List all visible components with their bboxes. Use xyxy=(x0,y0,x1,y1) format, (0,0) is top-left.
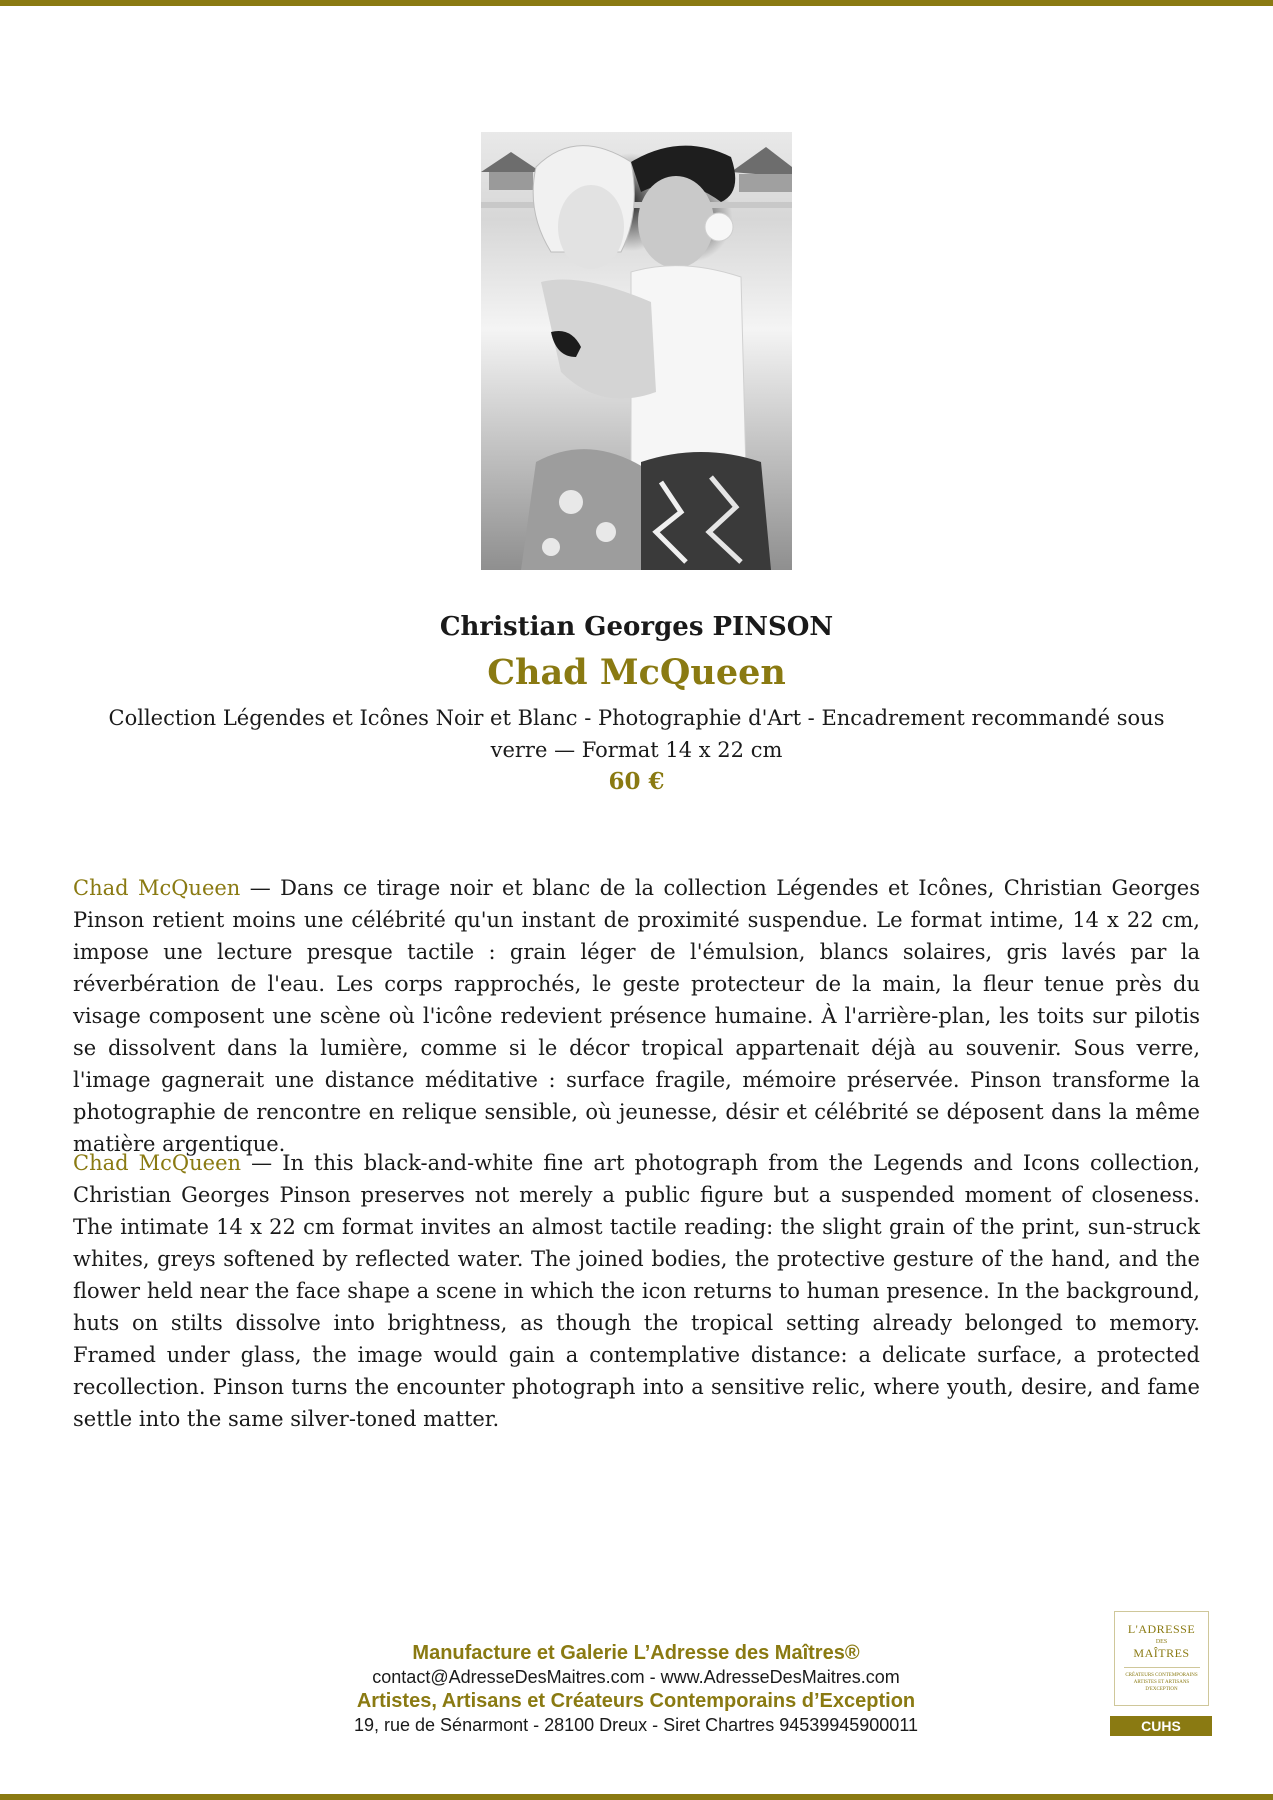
footer-tagline: Artistes, Artisans et Créateurs Contemporains d’Exception xyxy=(356,1690,916,1712)
artwork-price: 60 € xyxy=(608,768,665,795)
artwork-subtitle: Collection Légendes et Icônes Noir et Blanc - Photographie d'Art - Encadrement recommandé sous verre — Format 14 x 22 cm xyxy=(108,706,1165,762)
footer-contact: contact@AdresseDesMaitres.com - www.AdresseDesMaitres.com xyxy=(372,1667,900,1687)
photo-illustration xyxy=(481,132,792,570)
gallery-logo xyxy=(1114,1611,1209,1706)
logo-line-2: DES xyxy=(1155,1639,1168,1645)
artist-name: Christian Georges PINSON xyxy=(439,612,834,642)
footer-address: 19, rue de Sénarmont - 28100 Dreux - Siret Chartres 94539945900011 xyxy=(353,1715,919,1735)
description-french xyxy=(73,872,1200,1160)
cuhs-badge: CUHS xyxy=(1110,1716,1212,1736)
logo-line-3: MAÎTRES xyxy=(1133,1646,1190,1660)
description-english xyxy=(73,1147,1200,1435)
description-french-text: — Dans ce tirage noir et blanc de la collection Légendes et Icônes, Christian Georges Pinson retient moins une célébrité qu'un instant de proximité suspendue. Le format intime, 14 x 22 cm, impose une lecture presque tactile : grain léger de l'émulsion, blancs solaires, gris lavés par la réverbération de l'eau. Les corps rapprochés, le geste protecteur de la main, la fleur tenue près du visage composent une scène où l'icône redevient présence humaine. À l'arrière-plan, les toits sur pilotis se dissolvent dans la lumière, comme si le décor tropical appartenait déjà au souvenir. Sous verre, l'image gagnerait une distance méditative : surface fragile, mémoire préservée. Pinson transforme la photographie de rencontre en relique sensible, où jeunesse, désir et célébrité se déposent dans la même matière argentique. xyxy=(73,876,1200,1156)
description-english-lead: Chad McQueen xyxy=(73,1151,242,1175)
logo-line-1: L'ADRESSE xyxy=(1127,1622,1196,1636)
logo-divider xyxy=(1124,1667,1200,1668)
description-english-text: — In this black-and-white fine art photograph from the Legends and Icons collection, Christian Georges Pinson preserves not merely a public figure but a suspended moment of closeness. The intimate 14 x 22 cm format invites an almost tactile reading: the slight grain of the print, sun-struck whites, greys softened by reflected water. The joined bodies, the protective gesture of the hand, and the flower held near the face shape a scene in which the icon returns to human presence. In the background, huts on stilts dissolve into brightness, as though the tropical setting already belonged to memory. Framed under glass, the image would gain a contemplative distance: a delicate surface, a protected recollection. Pinson turns the encounter photograph into a sensitive relic, where youth, desire, and fame settle into the same silver-toned matter. xyxy=(73,1151,1200,1431)
description-french-lead: Chad McQueen xyxy=(73,876,241,900)
artwork-photo xyxy=(481,132,792,570)
top-border xyxy=(0,0,1273,6)
logo-line-4: CRÉATEURS CONTEMPORAINS ARTISTES ET ARTISANS D'EXCEPTION xyxy=(1125,1673,1198,1692)
bottom-border xyxy=(0,1794,1273,1800)
footer-gallery-name: Manufacture et Galerie L’Adresse des Maîtres® xyxy=(412,1642,860,1664)
footer xyxy=(236,1641,1036,1737)
artwork-title: Chad McQueen xyxy=(487,652,786,693)
